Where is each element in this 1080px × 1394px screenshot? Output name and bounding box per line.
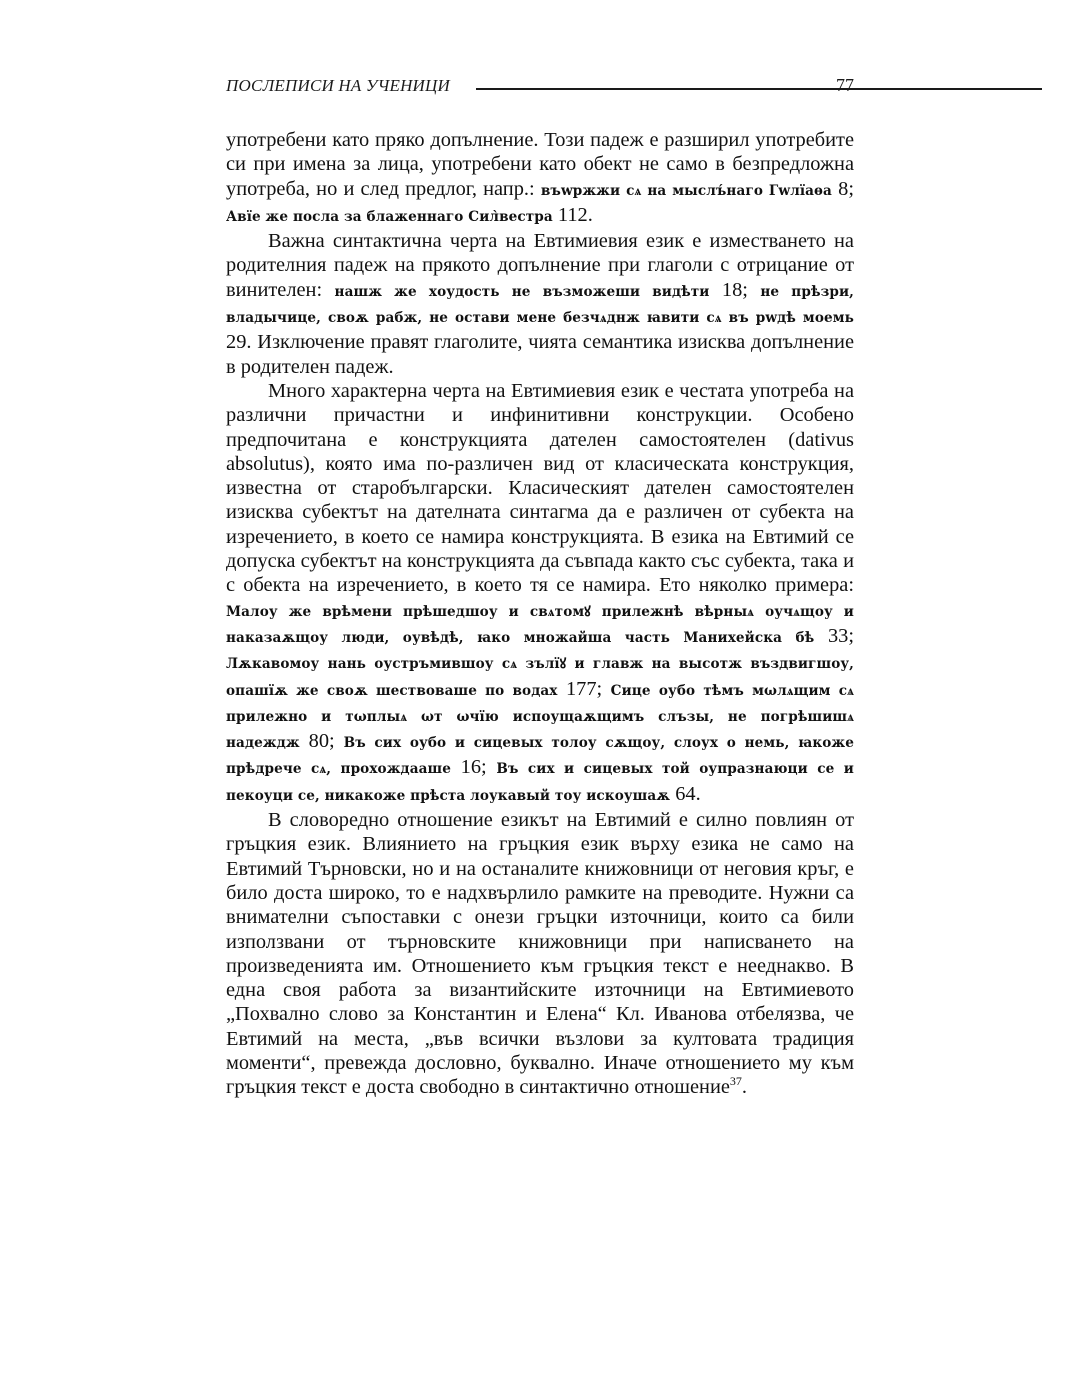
text-run: Много характерна черта на Евтимиевия език е честата употреба на различни причастни и инфинитивни конструкции. Особено предпочитана е конструкцията дателен самостоятелен (dativus absolutus), която има по-различен вид от класическата конструкция, известна от старобългарски. Класическият дателен самостоятелен изисква субектът на дателната синтагма да е различен от субекта на изречението, в което се намира конструкцията. В езика на Евтимий се допуска субектът на конструкцията да съвпада както със субекта, така и с обекта на изречението, в което тя се намира. Ето няколко примера: xyxy=(226,379,854,597)
text-run: 16; xyxy=(450,756,497,779)
church-slavonic-quote: Малоу же врѣмени прѣшедшоу и свѧтомꙋ прилежнѣ вѣрныѧ оучѧщоу и наказаѫщоу люди, оувѣдѣ, ꙗко множайша часть Манихейска бѣ xyxy=(226,603,854,646)
church-slavonic-quote: нашж же хоудость не възможеши видѣти xyxy=(334,283,710,300)
church-slavonic-quote: не прѣзри, владычице, своѫ рабж, не остави мене безчѧднж ꙗвити сѧ въ рwдѣ моемь xyxy=(226,283,855,327)
header-rule xyxy=(476,88,1042,90)
church-slavonic-quote: Въ сих и сицевых той оупразнаюци се и пекоуци се, никакоже прѣста лоукавый тоу искоушаѫ xyxy=(226,761,854,804)
paragraph-4 xyxy=(226,808,854,1100)
text-run: В словоредно отношение езикът на Евтимий е силно повлиян от гръцкия език. Влиянието на гръцкия език върху езика не само на Евтимий Търновски, но и на останалите книжовници от неговия кръг, е било доста широко, то е надхвърлило рамките на преводите. Нужни са внимателни съпоставки с онези гръцки източници, които са били използвани от търновските книжовници при написването на произведенията им. Отношението към гръцкия текст е нееднакво. В една своя работа за византийските източници на Евтимиевото „Похвално слово за Константин и Елена“ Кл. Иванова отбелязва, че Евтимий на места, „във всички възлови за култовата традиция моменти“, превежда дословно, буквално. Иначе отношението му към гръцкия текст е доста свободно в синтактично отношение xyxy=(226,809,854,1099)
footnote-reference[interactable]: 37 xyxy=(729,1074,742,1089)
paragraph-1 xyxy=(226,128,854,229)
text-run: 112. xyxy=(552,203,593,226)
text-run: Важна синтактична черта на Евтимиевия език е изместването на родителния падеж на прякото допълнение при глаголи с отрицание от винителен: xyxy=(226,230,854,301)
text-run: 33; xyxy=(814,624,854,647)
running-title: ПОСЛЕПИСИ НА УЧЕНИЦИ xyxy=(226,76,450,95)
text-run: 18; xyxy=(709,278,761,301)
text-run: 177; xyxy=(557,677,611,700)
church-slavonic-quote: Авїе же посла за блаженнаго Сил̀вестра xyxy=(226,208,553,225)
text-run: 8; xyxy=(831,177,854,200)
church-slavonic-quote: Лѫкавомоу нань оустръмившоу сѧ зълїꙋ и главж на высотж въздвигшоу, опашїѫ же своѫ шествоваше по водах xyxy=(226,656,854,699)
church-slavonic-quote: Сице оубо тѣмъ мωлѧщим сѧ прилежно и тωплыѧ ωт ωчїю испоущаѫщимъ слъзы, не погрѣшишѧ надеждж xyxy=(226,682,855,752)
text-run: 64. xyxy=(670,782,701,805)
text-run: 29. Изключение правят глаголите, чията семантика изисква допълнение в родителен падеж. xyxy=(226,331,854,378)
running-header xyxy=(226,74,854,98)
paragraph-2 xyxy=(226,229,854,379)
page-number: 77 xyxy=(836,75,854,95)
paragraph-3 xyxy=(226,379,854,808)
church-slavonic-quote: Въ сих оубо и сицевых толоу сѫщоу, слоух о немь, ꙗкоже прѣдрече сѧ, прохождааше xyxy=(226,735,854,778)
text-run: 80; xyxy=(299,730,344,753)
church-slavonic-quote: въwржжи сѧ на мыслъ́наго Гwлїаѳа xyxy=(540,182,832,199)
text-run: . xyxy=(741,1076,748,1099)
body-text xyxy=(226,128,854,1100)
text-run: употребени като пряко допълнение. Този падеж е разширил употребите си при имена за лица, употребени като обект не само в безпредложна употреба, но и след предлог, напр.: xyxy=(226,129,854,200)
